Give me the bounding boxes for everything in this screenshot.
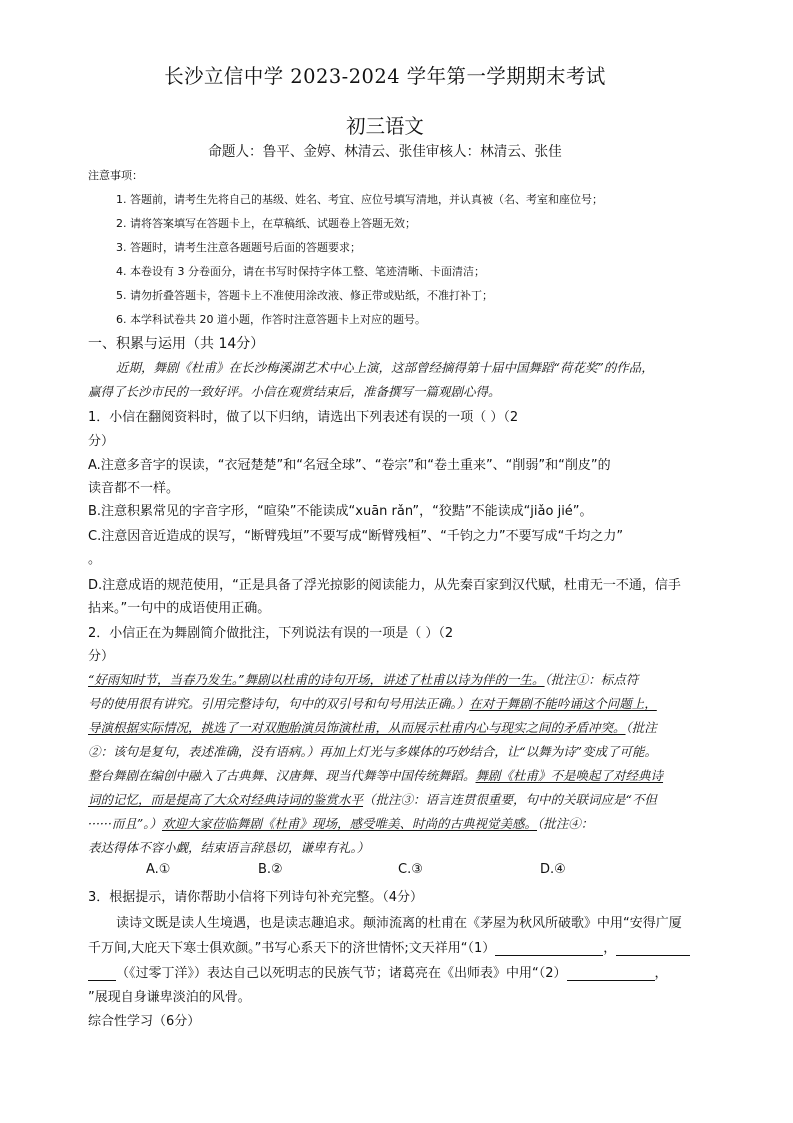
notice-item: 2. 请将答案填写在答题卡上，在草稿纸、试题卷上答题无效； [116,217,416,230]
question-text-part: 千万间,大庇天下寒士俱欢颜。”书写心系天下的济世情怀;文天祥用“（1） [88,941,496,956]
passage-text: 整台舞剧在编创中融入了古典舞、汉唐舞、现当代舞等中国传统舞蹈。 [88,768,476,783]
option-a: 读音都不一样。 [88,481,180,496]
annotation-text: （批注④： [537,816,594,831]
option-a: A.注意多音字的误读，“衣冠楚楚”和“名冠全球”、“卷宗”和“卷土重来”、“削弱”和“削皮”的 [88,458,611,473]
option-c: 。 [88,552,102,567]
passage-line: 表达得体不容小觑，结束语言辞恳切，谦卑有礼。） [88,840,370,855]
question-stem: 2．小信正在为舞剧简介做批注，下列说法有误的一项是（ ）（2 [88,626,454,641]
option-c: C.注意因音近造成的误写，“断臂残垣”不要写成“断臂残桓”、“千钧之力”不要写成“千均之力” [88,529,624,544]
annotation-text: 号的使用很有讲究。引用完整诗句，句中的双引号和句号用法正确。） [88,696,470,711]
option-d: 拈来。”一句中的成语使用正确。 [88,601,271,616]
annotation-text: ······而且”。） [88,816,162,831]
option-d: D.④ [540,862,566,877]
passage-line [88,766,663,784]
option-d: D.注意成语的规范使用，“正是具备了浮光掠影的阅读能力，从先秦百家到汉代赋，杜甫无一不通，信手 [88,578,681,593]
notice-item: 4. 本卷设有 3 分卷面分，请在书写时保持字体工整、笔迹清晰、卡面清洁； [116,265,485,278]
exam-subtitle: 初三语文 [346,114,424,138]
option-b: B.注意积累常见的字音字形，“暄染”不能读成“xuān rǎn”，“狡黠”不能读成“jiǎo jié”。 [88,504,593,519]
answer-blank[interactable] [88,966,116,981]
passage-line [88,670,638,688]
passage-line [88,694,657,712]
answer-blank[interactable] [495,941,603,956]
option-a: A.① [146,862,171,877]
annotation-text: （批注③：语言连贯很重要，句中的关联词应是“不但 [363,792,657,807]
option-b: B.② [258,862,283,877]
passage-line: ②：该句是复句，表述准确，没有语病。）再加上灯光与多媒体的巧妙结合，让“以舞为诗”变成了可能。 [88,744,658,759]
question-text [88,962,668,981]
question-stem: 1．小信在翻阅资料时，做了以下归纳，请选出下列表述有误的一项（ ）（2 [88,410,519,425]
underlined-sentence: 欢迎大家莅临舞剧《杜甫》现场，感受唯美、时尚的古典视觉美感。 [161,816,537,831]
question-stem: 分） [88,434,115,449]
notice-item: 6. 本学科试卷共 20 道小题，作答时注意答题卡上对应的题号。 [116,313,426,326]
passage-line [88,718,657,736]
section-heading: 综合性学习（6分） [88,1014,201,1029]
notice-item: 5. 请勿折叠答题卡，答题卡上不准使用涂改液、修正带或贴纸，不准打补丁； [116,289,493,302]
passage-line [88,790,657,808]
underlined-sentence: 词的记忆，而是提高了大众对经典诗词的鉴赏水平 [88,792,364,807]
question-text-part: （《过零丁洋》）表达自己以死明志的民族气节；诸葛亮在《出师表》中用“（2） [116,966,567,981]
question-stem: 分） [88,649,115,664]
option-c: C.③ [398,862,423,877]
section-intro: 近期，舞剧《杜甫》在长沙梅溪湖艺术中心上演，这部曾经摘得第十届中国舞蹈“荷花奖”的作品， [116,360,654,375]
section-heading: 一、积累与运用（共 14分） [88,336,265,352]
exam-title: 长沙立信中学 2023-2024 学年第一学期期末考试 [164,64,606,88]
underlined-sentence: 在对于舞剧不能吟诵这个问题上， [469,696,657,711]
answer-blank[interactable] [567,966,655,981]
question-text [88,937,690,956]
annotation-text: （批注①：标点符 [544,672,639,687]
underlined-sentence: 舞剧《杜甫》不是唤起了对经典诗 [475,768,664,783]
answer-blank[interactable] [616,941,690,956]
passage-line [88,814,593,832]
annotation-text: （批注 [625,720,657,735]
notice-heading: 注意事项： [88,169,143,182]
section-intro: 赢得了长沙市民的一致好评。小信在观赏结束后，准备撰写一篇观剧心得。 [88,384,501,399]
question-text: 读诗文既是读人生境遇，也是读志趣追求。颠沛流离的杜甫在《茅屋为秋风所破歌》中用“安得广厦 [116,916,682,931]
notice-item: 3. 答题时，请考生注意各题题号后面的答题要求； [116,241,361,254]
comma: ， [603,941,617,956]
underlined-sentence: “好雨知时节，当春乃发生。”舞剧以杜甫的诗句开场，讲述了杜甫以诗为伴的一生。 [88,672,545,687]
notice-item: 1. 答题前，请考生先将自己的基级、姓名、考宜、应位号填写清地，并认真被（名、考室和座位号； [116,193,603,206]
question-stem: 3．根据提示，请你帮助小信将下列诗句补充完整。（4分） [88,890,424,905]
underlined-sentence: 导演根据实际情况，挑选了一对双胞胎演员饰演杜甫，从而展示杜甫内心与现实之间的矛盾冲突。 [88,720,626,735]
comma: ， [654,966,668,981]
exam-authors: 命题人：鲁平、金婷、林清云、张佳审核人：林清云、张佳 [208,144,562,160]
question-text: ”展现自身谦卑淡泊的风骨。 [88,990,251,1005]
